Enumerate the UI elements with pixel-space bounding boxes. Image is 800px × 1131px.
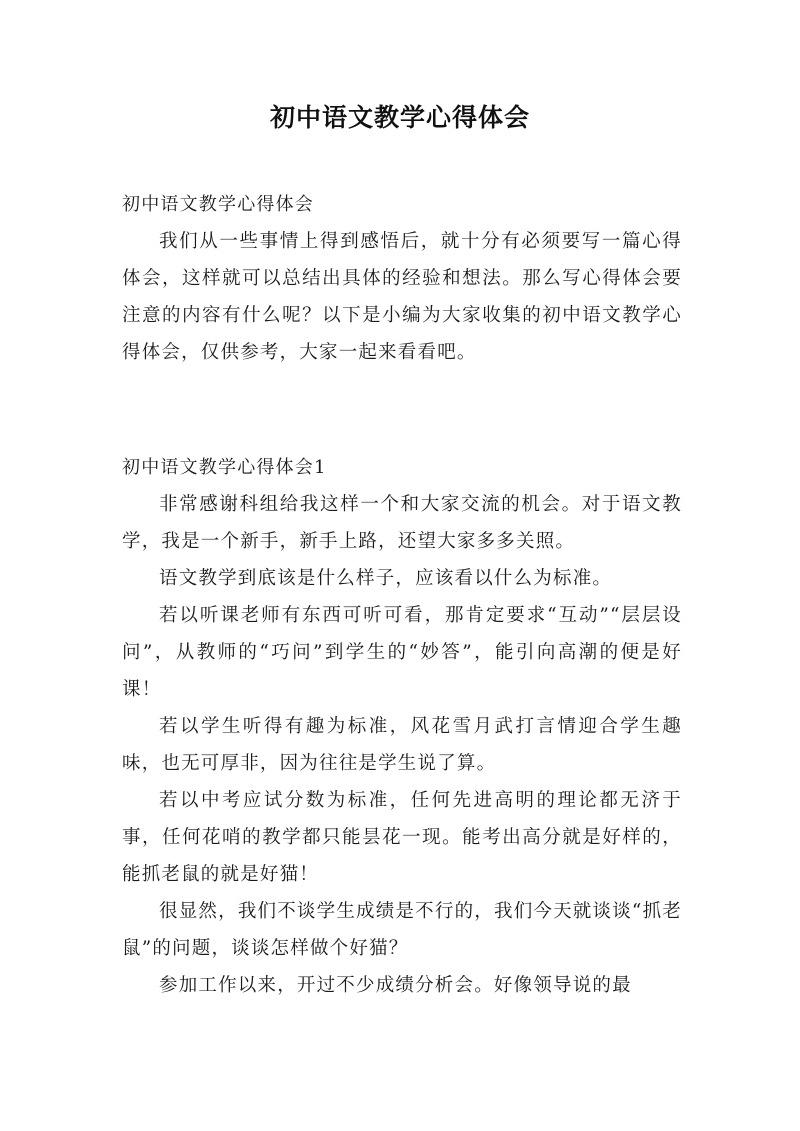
intro-heading: 初中语文教学心得体会: [122, 194, 314, 215]
section-1-paragraph: 若以学生听得有趣为标准，风花雪月武打言情迎合学生趣味，也无可厚非，因为往往是学生说了算。: [122, 716, 682, 774]
section-1-paragraph: 参加工作以来，开过不少成绩分析会。好像领导说的最: [159, 975, 632, 996]
section-1-heading: 初中语文教学心得体会1: [122, 457, 327, 478]
section-1-paragraph: 非常感谢科组给我这样一个和大家交流的机会。对于语文教学，我是一个新手，新手上路，还望大家多多关照。: [122, 494, 682, 552]
document-title: 初中语文教学心得体会: [269, 103, 530, 132]
section-1-paragraph: 若以听课老师有东西可听可看，那肯定要求“互动”“层层设问”，从教师的“巧问”到学生的“妙答”，能引向高潮的便是好课！: [122, 605, 682, 700]
section-1: [122, 449, 682, 1004]
intro-section: [122, 186, 682, 371]
section-1-paragraph: 若以中考应试分数为标准，任何先进高明的理论都无济于事，任何花哨的教学都只能昙花一现。能考出高分就是好样的，能抓老鼠的就是好猫！: [122, 790, 682, 885]
section-1-paragraph: 很显然，我们不谈学生成绩是不行的，我们今天就谈谈“抓老鼠”的问题，谈谈怎样做个好猫？: [122, 901, 682, 959]
section-1-paragraph: 语文教学到底该是什么样子，应该看以什么为标准。: [159, 568, 613, 589]
intro-paragraph: 我们从一些事情上得到感悟后，就十分有必须要写一篇心得体会，这样就可以总结出具体的经验和想法。那么写心得体会要注意的内容有什么呢？以下是小编为大家收集的初中语文教学心得体会，仅供参考，大家一起来看看吧。: [122, 231, 682, 363]
